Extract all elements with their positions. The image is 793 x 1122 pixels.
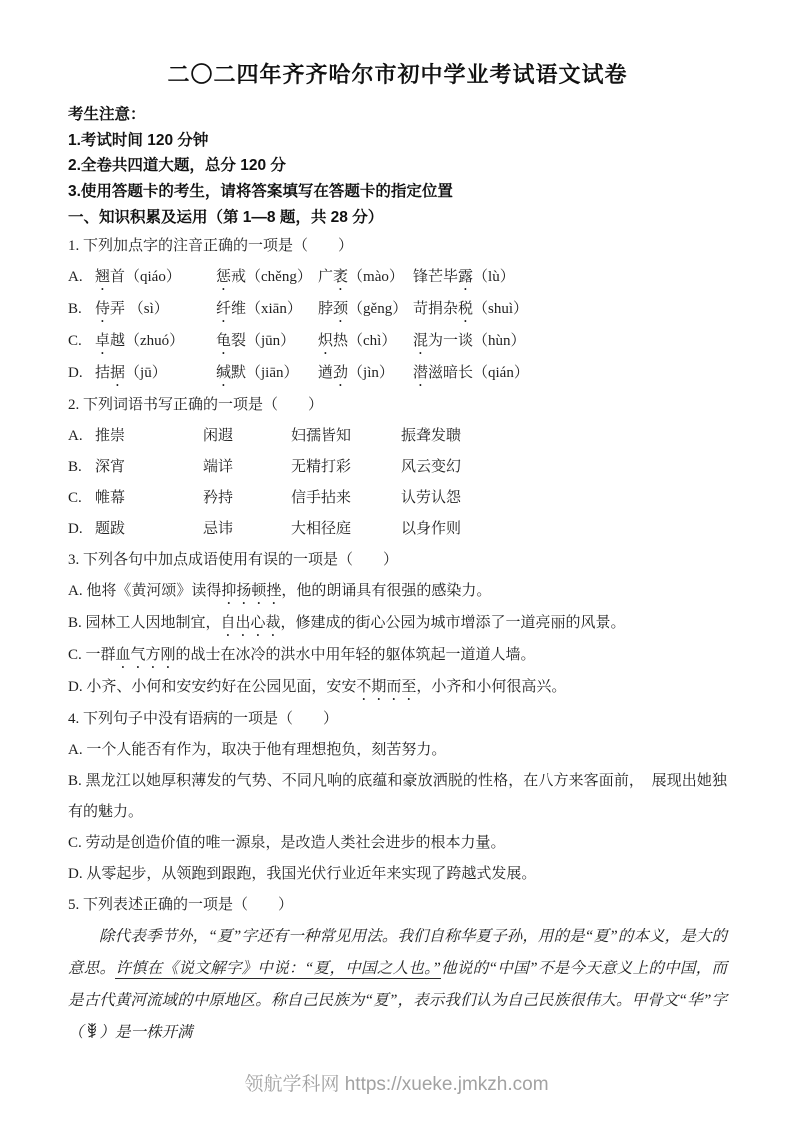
text-run: 风云变幻: [401, 458, 462, 475]
text-run: 遒: [318, 364, 334, 381]
option-word: [291, 452, 401, 483]
text-run: ，小齐和小何很高兴。: [416, 678, 567, 695]
notice-item-3: 3.使用答题卡的考生，请将答案填写在答题卡的指定位置: [68, 182, 453, 200]
option-word: [95, 483, 203, 514]
option-label: C.: [68, 489, 82, 506]
text-run: 除代表季节外，“夏”字还有一种常见用法。我们自称华夏子孙，用的是“夏”的本义，是大的意思。: [68, 927, 727, 977]
option-word: [318, 358, 413, 390]
emphasis-dotted-text: 卓: [95, 332, 111, 349]
option-label: D.: [68, 364, 83, 381]
option-line: [68, 859, 727, 890]
option-word: [203, 514, 291, 545]
question-5: [68, 890, 727, 1049]
text-run: 广: [318, 268, 334, 285]
option-row: [68, 358, 727, 390]
question-1-options: [68, 262, 727, 390]
text-run: 锋芒毕: [413, 268, 459, 285]
text-run: 戒（chěng）: [231, 268, 312, 285]
text-run: ）是一株开满: [99, 1023, 193, 1041]
option-word: [95, 421, 203, 452]
option-label: B.: [68, 458, 82, 475]
question-4: [68, 704, 727, 890]
option-word: [413, 358, 727, 390]
text-run: 苛捐杂: [413, 300, 459, 317]
text-run: 拮: [95, 364, 111, 381]
text-run: 园林工人因地制宜，: [85, 614, 221, 631]
emphasis-dotted-text: 炽: [318, 332, 334, 349]
text-run: 维（xiān）: [231, 300, 302, 317]
text-run: （gěng）: [348, 300, 408, 317]
text-run: （shuì）: [473, 300, 529, 317]
question-1-stem: 1. 下列加点字的注音正确的一项是（ ）: [68, 237, 354, 254]
page-title: 二〇二四年齐齐哈尔市初中学业考试语文试卷: [167, 62, 628, 87]
emphasis-dotted-text: 惩: [216, 268, 232, 285]
question-4-options: [68, 735, 727, 890]
question-5-stem: 5. 下列表述正确的一项是（ ）: [68, 896, 294, 913]
text-run: 认劳认怨: [401, 489, 462, 506]
option-word: [203, 452, 291, 483]
emphasis-dotted-text: 潜: [413, 364, 429, 381]
text-run: 默（jiān）: [231, 364, 299, 381]
option-row: [68, 514, 727, 545]
option-word: [216, 326, 318, 358]
option-row: [68, 262, 727, 294]
underlined-text: 许慎在《说文解字》中说：“夏，中国之人也。”: [115, 959, 441, 977]
option-row: [68, 421, 727, 452]
option-word: [291, 514, 401, 545]
option-label: C.: [68, 646, 86, 663]
text-run: 一群: [85, 646, 116, 663]
notice-item-2: 2.全卷共四道大题，总分 120 分: [68, 157, 286, 174]
text-run: ，修建成的街心公园为城市增添了一道亮丽的风景。: [280, 614, 626, 631]
text-run: 越（zhuó）: [110, 332, 185, 349]
oracle-bone-hua-glyph: [85, 1022, 99, 1039]
text-run: 为一谈（hùn）: [428, 332, 526, 349]
text-run: 首（qiáo）: [110, 268, 181, 285]
notice-block: [68, 102, 727, 231]
option-word: [318, 326, 413, 358]
emphasis-dotted-text: 龟: [216, 332, 232, 349]
option-label: A.: [68, 741, 87, 758]
text-run: 滋暗长（qián）: [428, 364, 529, 381]
option-word: [95, 452, 203, 483]
question-3: [68, 545, 727, 704]
emphasis-dotted-text: 混: [413, 332, 429, 349]
text-run: （mào）: [348, 268, 404, 285]
section-1-heading: 一、知识积累及运用（第 1—8 题，共 28 分）: [68, 209, 384, 226]
option-label: B.: [68, 300, 82, 317]
emphasis-dotted-text: 劲: [333, 364, 349, 381]
question-1: [68, 231, 727, 390]
text-run: 的战士在冰冷的洪水中用年轻的躯体筑起一道道人墙。: [175, 646, 536, 663]
text-run: 他说的“中国”不是今天意义上的中国，而是古代黄河流域的中原地区。称自己民族为“夏”，表示我们认为自己民族很伟大。甲骨文“华”字（: [68, 959, 727, 1041]
text-run: 裂（jūn）: [231, 332, 296, 349]
question-3-options: [68, 576, 727, 704]
text-run: 劳动是创造价值的唯一源泉，是改造人类社会进步的根本力量。: [85, 834, 506, 851]
option-word: [401, 514, 727, 545]
option-word: [413, 262, 727, 294]
option-word: [95, 326, 216, 358]
option-line: [68, 766, 727, 828]
question-2: [68, 390, 727, 545]
emphasis-dotted-text: 不期而至: [356, 678, 417, 695]
option-label: D.: [68, 520, 83, 537]
option-word: [291, 483, 401, 514]
option-label: B.: [68, 614, 86, 631]
question-2-options: [68, 421, 727, 545]
option-label: B.: [68, 772, 86, 789]
option-word: [216, 358, 318, 390]
emphasis-dotted-text: 缄: [216, 364, 232, 381]
option-line: [68, 640, 727, 672]
question-5-passage: [68, 921, 727, 1049]
option-word: [413, 326, 727, 358]
option-row: [68, 326, 727, 358]
option-label: A.: [68, 268, 83, 285]
option-word: [216, 262, 318, 294]
option-label: C.: [68, 332, 82, 349]
option-label: D.: [68, 865, 87, 882]
text-run: （jū）: [125, 364, 167, 381]
emphasis-dotted-text: 税: [458, 300, 474, 317]
option-label: D.: [68, 678, 87, 695]
text-run: 振聋发聩: [401, 427, 462, 444]
text-run: 弄 （sì）: [110, 300, 169, 317]
text-run: （jìn）: [348, 364, 394, 381]
text-run: 大相径庭: [291, 520, 352, 537]
option-word: [95, 262, 216, 294]
text-run: 闲遐: [203, 427, 234, 444]
text-run: 妇孺皆知: [291, 427, 352, 444]
text-run: 端详: [203, 458, 234, 475]
option-word: [95, 294, 216, 326]
emphasis-dotted-text: 翘: [95, 268, 111, 285]
text-run: 脖: [318, 300, 334, 317]
question-2-stem: 2. 下列词语书写正确的一项是（ ）: [68, 396, 324, 413]
emphasis-dotted-text: 自出心裁: [220, 614, 281, 631]
emphasis-dotted-text: 露: [458, 268, 474, 285]
option-word: [203, 421, 291, 452]
notice-heading: 考生注意：: [68, 106, 146, 123]
text-run: 推崇: [95, 427, 126, 444]
emphasis-dotted-text: 血气方刚: [115, 646, 176, 663]
text-run: 从零起步，从领跑到跟跑，我国光伏行业近年来实现了跨越式发展。: [86, 865, 537, 882]
option-word: [401, 483, 727, 514]
option-row: [68, 483, 727, 514]
text-run: 帷幕: [95, 489, 126, 506]
text-run: 他将《黄河颂》读得: [86, 582, 222, 599]
text-run: 黑龙江以她厚积薄发的气势、不同凡响的底蕴和豪放洒脱的性格，在八方来客面前， 展现出她独有的魅力。: [68, 772, 727, 820]
option-word: [291, 421, 401, 452]
text-run: 无精打彩: [291, 458, 352, 475]
option-label: C.: [68, 834, 86, 851]
question-4-stem: 4. 下列句子中没有语病的一项是（ ）: [68, 710, 339, 727]
emphasis-dotted-text: 袤: [333, 268, 349, 285]
text-run: ，他的朗诵具有很强的感染力。: [281, 582, 492, 599]
text-run: 以身作则: [401, 520, 462, 537]
text-run: （lù）: [473, 268, 515, 285]
emphasis-dotted-text: 颈: [333, 300, 349, 317]
question-3-stem: 3. 下列各句中加点成语使用有误的一项是（ ）: [68, 551, 399, 568]
text-run: 一个人能否有作为，取决于他有理想抱负，刻苦努力。: [86, 741, 447, 758]
option-word: [95, 514, 203, 545]
notice-item-1: 1.考试时间 120 分钟: [68, 131, 209, 149]
emphasis-dotted-text: 纤: [216, 300, 232, 317]
option-word: [216, 294, 318, 326]
emphasis-dotted-text: 据: [110, 364, 126, 381]
option-line: [68, 672, 727, 704]
option-word: [401, 421, 727, 452]
option-line: [68, 828, 727, 859]
text-run: 热（chì）: [333, 332, 397, 349]
text-run: 小齐、小何和安安约好在公园见面，安安: [86, 678, 357, 695]
option-word: [318, 262, 413, 294]
emphasis-dotted-text: 侍: [95, 300, 111, 317]
text-run: 深宵: [95, 458, 126, 475]
option-line: [68, 576, 727, 608]
watermark: 领航学科网 https://xueke.jmkzh.com: [244, 1074, 549, 1095]
option-word: [203, 483, 291, 514]
option-label: A.: [68, 582, 87, 599]
text-run: 信手拈来: [291, 489, 352, 506]
option-line: [68, 735, 727, 766]
option-row: [68, 452, 727, 483]
text-run: 忌讳: [203, 520, 234, 537]
option-word: [95, 358, 216, 390]
option-line: [68, 608, 727, 640]
text-run: 矜持: [203, 489, 234, 506]
option-row: [68, 294, 727, 326]
option-word: [401, 452, 727, 483]
option-word: [318, 294, 413, 326]
text-run: 题跋: [95, 520, 126, 537]
option-word: [413, 294, 727, 326]
emphasis-dotted-text: 抑扬顿挫: [221, 582, 282, 599]
option-label: A.: [68, 427, 83, 444]
